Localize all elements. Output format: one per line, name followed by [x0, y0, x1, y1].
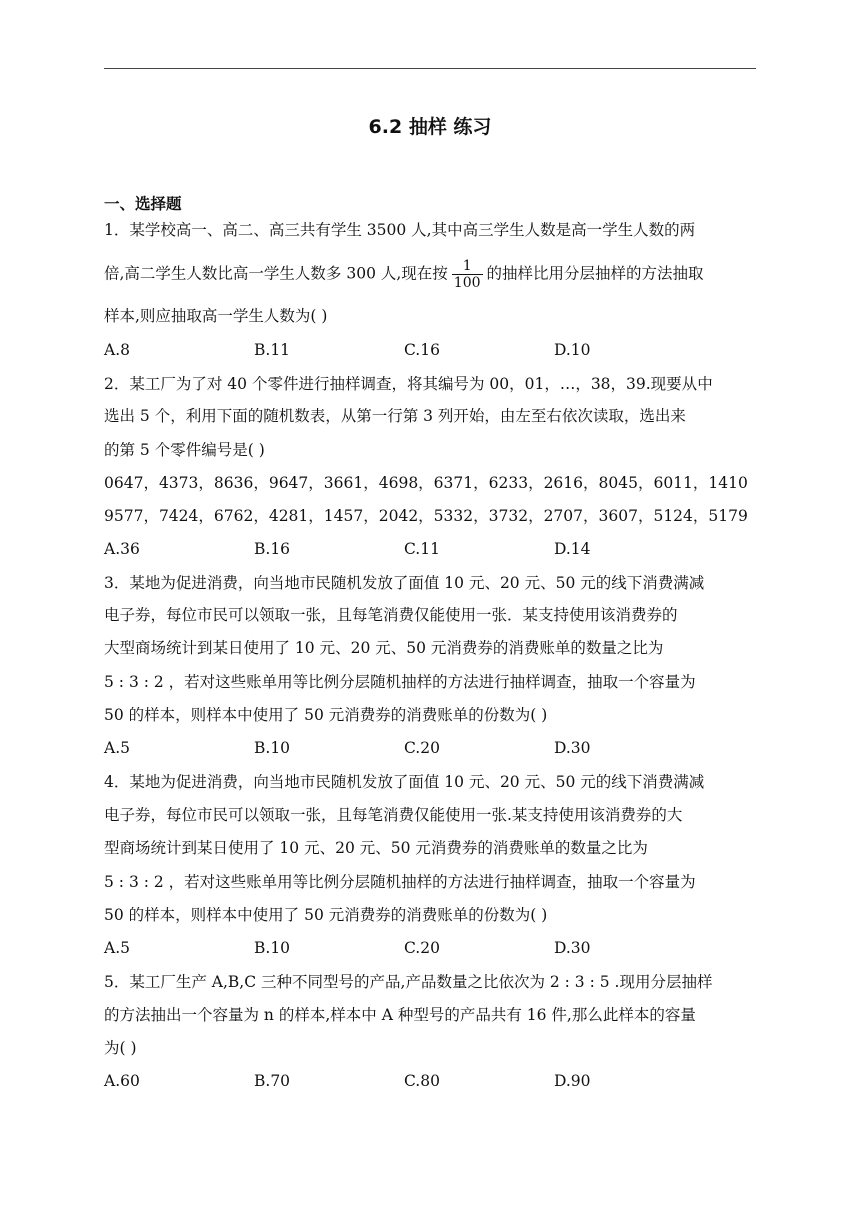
q3-option-c: C.20	[404, 739, 440, 757]
q4-line5: 50 的样本，则样本中使用了 50 元消费券的消费账单的份数为( )	[104, 906, 548, 924]
q2-option-a: A.36	[104, 540, 140, 558]
q4-line4: 5 : 3 : 2 ，若对这些账单用等比例分层随机抽样的方法进行抽样调查，抽取一个容量为	[104, 873, 696, 891]
q5-option-d: D.90	[554, 1072, 591, 1090]
q3-option-b: B.10	[254, 739, 291, 757]
q4-option-d: D.30	[554, 939, 591, 957]
q1-line1: 1．某学校高一、高二、高三共有学生 3500 人,其中高三学生人数是高一学生人数的两	[104, 221, 696, 239]
q1-option-c: C.16	[404, 341, 440, 359]
q3-option-a: A.5	[104, 739, 130, 757]
q4-option-a: A.5	[104, 939, 130, 957]
q3-line5: 50 的样本，则样本中使用了 50 元消费券的消费账单的份数为( )	[104, 706, 548, 724]
header-rule	[104, 68, 756, 69]
q5-option-c: C.80	[404, 1072, 440, 1090]
q4-line2: 电子券，每位市民可以领取一张，且每笔消费仅能使用一张.某支持使用该消费券的大	[104, 806, 683, 824]
q5-option-a: A.60	[104, 1072, 140, 1090]
q3-line3: 大型商场统计到某日使用了 10 元、20 元、50 元消费券的消费账单的数量之比为	[104, 639, 664, 657]
q2-option-b: B.16	[254, 540, 291, 558]
q4-line3: 型商场统计到某日使用了 10 元、20 元、50 元消费券的消费账单的数量之比为	[104, 839, 648, 857]
q2-line3: 的第 5 个零件编号是( )	[104, 441, 265, 459]
q1-fraction	[452, 258, 483, 291]
page-title: 6.2 抽样 练习	[368, 116, 492, 138]
q2-option-c: C.11	[404, 540, 440, 558]
q1-line2-start: 倍,高二学生人数比高一学生人数多 300 人,现在按	[104, 264, 448, 283]
fraction-denominator: 100	[453, 275, 481, 291]
q2-option-d: D.14	[554, 540, 591, 558]
q1-option-d: D.10	[554, 341, 591, 359]
q5-option-b: B.70	[254, 1072, 291, 1090]
random-table-row-2: 9577，7424，6762，4281，1457，2042，5332，3732，2707，3607，5124，5179	[104, 507, 748, 525]
q4-option-c: C.20	[404, 939, 440, 957]
q5-line1: 5．某工厂生产 A,B,C 三种不同型号的产品,产品数量之比依次为 2 : 3 : 5 .现用分层抽样	[104, 973, 713, 991]
q1-line3: 样本,则应抽取高一学生人数为( )	[104, 307, 328, 325]
q4-option-b: B.10	[254, 939, 291, 957]
q4-line1: 4．某地为促进消费，向当地市民随机发放了面值 10 元、20 元、50 元的线下消费满减	[104, 773, 705, 791]
q2-line1: 2．某工厂为了对 40 个零件进行抽样调查，将其编号为 00，01，…，38，39.现要从中	[104, 375, 713, 393]
q1-option-b: B.11	[254, 341, 291, 359]
q5-line2: 的方法抽出一个容量为 n 的样本,样本中 A 种型号的产品共有 16 件,那么此样本的容量	[104, 1006, 696, 1024]
q1-option-a: A.8	[104, 341, 130, 359]
q3-option-d: D.30	[554, 739, 591, 757]
q5-line3: 为( )	[104, 1039, 137, 1057]
q3-line4: 5 : 3 : 2 ，若对这些账单用等比例分层随机抽样的方法进行抽样调查，抽取一个容量为	[104, 673, 696, 691]
q2-line2: 选出 5 个，利用下面的随机数表，从第一行第 3 列开始，由左至右依次读取，选出来	[104, 407, 686, 425]
section-heading: 一、选择题	[104, 195, 182, 213]
q1-line2-end: 的抽样比用分层抽样的方法抽取	[486, 264, 704, 283]
q3-line2: 电子券，每位市民可以领取一张，且每笔消费仅能使用一张．某支持使用该消费券的	[104, 606, 678, 624]
random-table-row-1: 0647，4373，8636，9647，3661，4698，6371，6233，2616，8045，6011，1410	[104, 474, 748, 492]
q1-line2	[104, 258, 704, 291]
q3-line1: 3．某地为促进消费，向当地市民随机发放了面值 10 元、20 元、50 元的线下消费满减	[104, 574, 705, 592]
fraction-numerator: 1	[452, 258, 483, 275]
